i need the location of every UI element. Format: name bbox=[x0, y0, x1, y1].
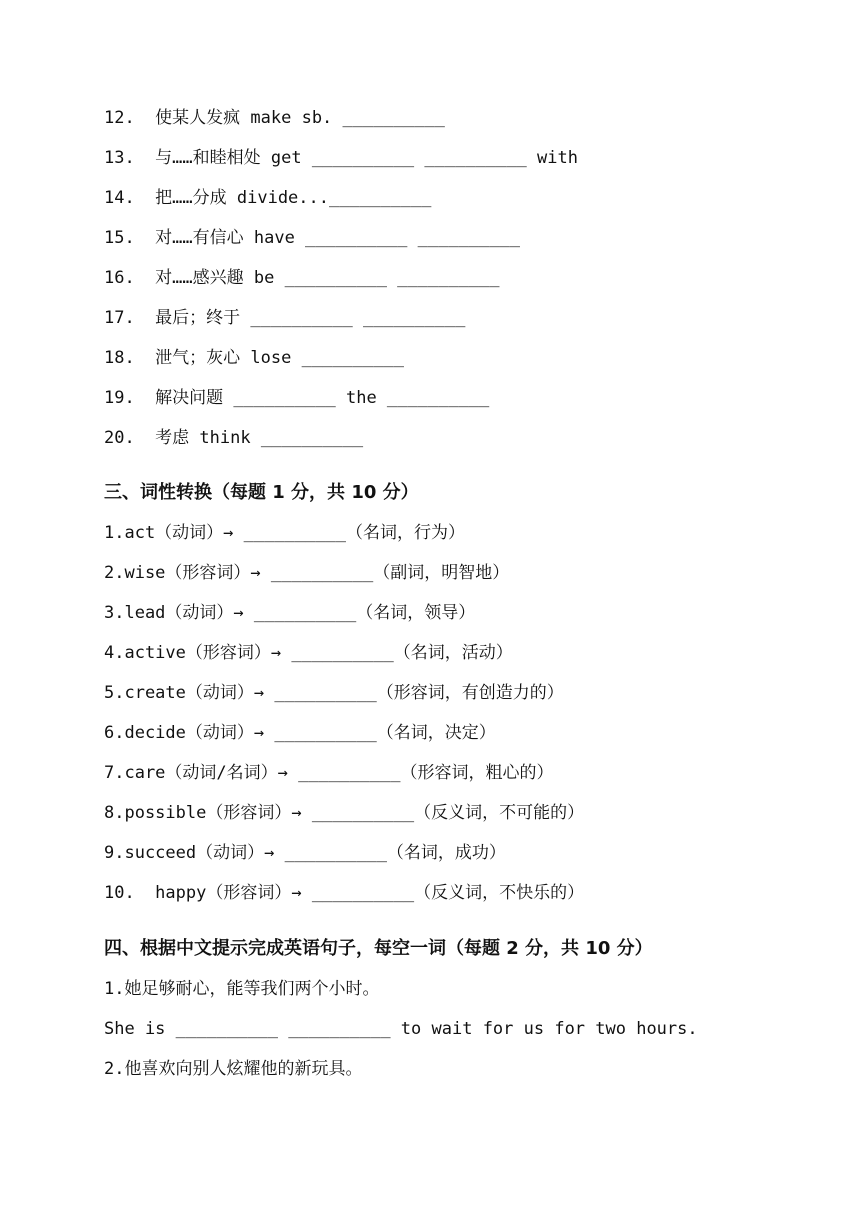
word-form-item-7: 7.care（动词/名词）→ __________（形容词，粗心的） bbox=[104, 763, 554, 783]
phrase-item-19: 19. 解决问题 __________ the __________ bbox=[104, 388, 490, 408]
phrase-item-12: 12. 使某人发疯 make sb. __________ bbox=[104, 108, 445, 128]
word-form-item-1: 1.act（动词）→ __________（名词，行为） bbox=[104, 523, 465, 543]
word-form-item-10: 10. happy（形容词）→ __________（反义词，不快乐的） bbox=[104, 883, 585, 903]
phrase-item-13: 13. 与……和睦相处 get __________ __________ with bbox=[104, 148, 578, 168]
word-form-item-2: 2.wise（形容词）→ __________（副词，明智地） bbox=[104, 563, 510, 583]
word-form-item-9: 9.succeed（动词）→ __________（名词，成功） bbox=[104, 843, 506, 863]
section-3-heading: 三、词性转换（每题 1 分，共 10 分） bbox=[104, 482, 419, 503]
phrase-item-16: 16. 对……感兴趣 be __________ __________ bbox=[104, 268, 500, 288]
phrase-item-18: 18. 泄气；灰心 lose __________ bbox=[104, 348, 404, 368]
sentence-1-chinese: 1.她足够耐心，能等我们两个小时。 bbox=[104, 979, 380, 999]
section-4-heading: 四、根据中文提示完成英语句子，每空一词（每题 2 分，共 10 分） bbox=[104, 938, 653, 959]
word-form-item-5: 5.create（动词）→ __________（形容词，有创造力的） bbox=[104, 683, 564, 703]
phrase-item-14: 14. 把……分成 divide...__________ bbox=[104, 188, 432, 208]
sentence-2-chinese: 2.他喜欢向别人炫耀他的新玩具。 bbox=[104, 1059, 363, 1079]
sentence-1-english: She is __________ __________ to wait for us for two hours. bbox=[104, 1019, 698, 1039]
word-form-item-3: 3.lead（动词）→ __________（名词，领导） bbox=[104, 603, 476, 623]
phrase-item-20: 20. 考虑 think __________ bbox=[104, 428, 364, 448]
phrase-item-17: 17. 最后；终于 __________ __________ bbox=[104, 308, 466, 328]
word-form-item-6: 6.decide（动词）→ __________（名词，决定） bbox=[104, 723, 496, 743]
word-form-item-8: 8.possible（形容词）→ __________（反义词，不可能的） bbox=[104, 803, 585, 823]
phrase-item-15: 15. 对……有信心 have __________ __________ bbox=[104, 228, 520, 248]
word-form-item-4: 4.active（形容词）→ __________（名词，活动） bbox=[104, 643, 513, 663]
